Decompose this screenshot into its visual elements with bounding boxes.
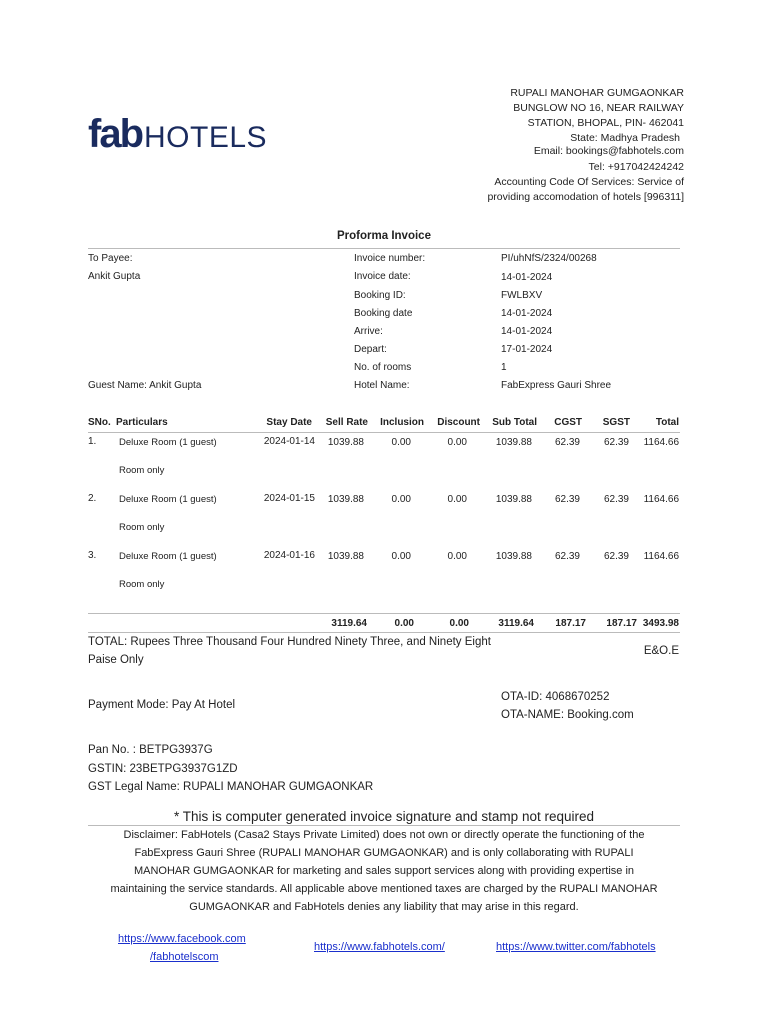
detail-value: 14-01-2024: [501, 326, 553, 337]
cell-sell-rate: 1039.88: [327, 494, 364, 505]
cell-sno: 2.: [88, 493, 97, 504]
cell-inclusion: 0.00: [391, 551, 411, 562]
cell-sell-rate: 1039.88: [327, 551, 364, 562]
cell-stay-date: 2024-01-15: [263, 493, 315, 504]
hotel-address-block: [424, 86, 684, 205]
divider: [88, 613, 680, 614]
payee-label: To Payee:: [88, 253, 133, 264]
address-line: providing accomodation of hotels [996311]: [487, 191, 684, 203]
total-sell-rate: 3119.64: [331, 618, 367, 629]
cell-total: 1164.66: [643, 494, 679, 505]
divider: [88, 248, 680, 249]
header-sno: SNo.: [88, 417, 111, 428]
website-link[interactable]: https://www.fabhotels.com/: [314, 941, 445, 953]
disclaimer-line: Disclaimer: FabHotels (Casa2 Stays Private Limited) does not own or directly operate the functioning of the: [123, 829, 645, 841]
address-line: STATION, BHOPAL, PIN- 462041: [527, 117, 684, 129]
guest-name: Guest Name: Ankit Gupta: [88, 380, 202, 391]
cell-stay-date: 2024-01-16: [263, 550, 315, 561]
header-inclusion: Inclusion: [380, 417, 424, 428]
header-cgst: CGST: [554, 417, 582, 428]
detail-label: Invoice number:: [354, 253, 426, 264]
gst-legal-name: GST Legal Name: RUPALI MANOHAR GUMGAONKAR: [88, 781, 374, 793]
cell-cgst: 62.39: [554, 551, 580, 562]
cell-total: 1164.66: [643, 437, 679, 448]
cell-discount: 0.00: [447, 494, 467, 505]
cell-plan: Room only: [119, 579, 165, 590]
cell-inclusion: 0.00: [391, 437, 411, 448]
detail-label: Invoice date:: [354, 271, 411, 282]
header-total: Total: [655, 417, 679, 428]
detail-value: FWLBXV: [501, 290, 543, 301]
payment-mode: Payment Mode: Pay At Hotel: [88, 699, 236, 711]
logo-hotels: HOTELS: [144, 121, 268, 154]
total-total: 3493.98: [642, 618, 679, 629]
detail-label: Booking date: [354, 308, 413, 319]
twitter-link[interactable]: https://www.twitter.com/fabhotels: [496, 941, 656, 953]
total-cgst: 187.17: [555, 618, 586, 629]
cell-sell-rate: 1039.88: [327, 437, 364, 448]
cell-sub-total: 1039.88: [495, 551, 532, 562]
detail-value: FabExpress Gauri Shree: [501, 380, 612, 391]
gstin: GSTIN: 23BETPG3937G1ZD: [88, 763, 238, 775]
disclaimer-line: maintaining the service standards. All applicable above mentioned taxes are charged by the RUPALI MANOHAR: [110, 883, 658, 895]
address-line: State: Madhya Pradesh: [570, 132, 680, 144]
total-inclusion: 0.00: [394, 618, 414, 629]
cell-sgst: 62.39: [603, 551, 629, 562]
address-line: BUNGLOW NO 16, NEAR RAILWAY: [513, 102, 684, 114]
cell-sub-total: 1039.88: [495, 494, 532, 505]
address-line: Tel: +917042424242: [588, 161, 684, 173]
total-sgst: 187.17: [606, 618, 637, 629]
detail-label: Depart:: [354, 344, 387, 355]
cell-particulars: Deluxe Room (1 guest): [119, 494, 217, 505]
facebook-link-cont[interactable]: /fabhotelscom: [150, 951, 219, 963]
address-line: RUPALI MANOHAR GUMGAONKAR: [510, 87, 684, 99]
cell-total: 1164.66: [643, 551, 679, 562]
header-sell-rate: Sell Rate: [325, 417, 368, 428]
divider: [88, 632, 680, 633]
cell-discount: 0.00: [447, 437, 467, 448]
disclaimer: [88, 826, 680, 916]
facebook-link[interactable]: https://www.facebook.com: [118, 933, 246, 945]
computer-generated-note: * This is computer generated invoice signature and stamp not required: [174, 809, 594, 824]
cell-sgst: 62.39: [603, 437, 629, 448]
ota-id: OTA-ID: 4068670252: [501, 691, 610, 703]
cell-plan: Room only: [119, 522, 165, 533]
invoice-title: Proforma Invoice: [337, 230, 431, 242]
cell-plan: Room only: [119, 465, 165, 476]
eoe-note: E&O.E: [643, 645, 679, 657]
address-line: Accounting Code Of Services: Service of: [494, 176, 684, 188]
header-stay-date: Stay Date: [266, 417, 312, 428]
disclaimer-line: FabExpress Gauri Shree (RUPALI MANOHAR GUMGAONKAR) and is only collaborating with RUPALI: [134, 847, 634, 859]
cell-sno: 1.: [88, 436, 97, 447]
divider: [88, 432, 680, 433]
detail-value: 14-01-2024: [501, 272, 553, 283]
logo-fab: fab: [88, 112, 142, 156]
cell-cgst: 62.39: [554, 494, 580, 505]
payee-name: Ankit Gupta: [88, 271, 141, 282]
ota-name: OTA-NAME: Booking.com: [501, 709, 634, 721]
detail-label: Arrive:: [354, 326, 383, 337]
detail-label: No. of rooms: [354, 362, 412, 373]
detail-label: Booking ID:: [354, 290, 406, 301]
cell-particulars: Deluxe Room (1 guest): [119, 551, 217, 562]
cell-cgst: 62.39: [554, 437, 580, 448]
address-line: Email: bookings@fabhotels.com: [533, 145, 684, 157]
cell-stay-date: 2024-01-14: [263, 436, 315, 447]
detail-value: 1: [501, 362, 507, 373]
disclaimer-line: GUMGAONKAR and FabHotels denies any liability that may arise in this regard.: [189, 901, 579, 913]
header-particulars: Particulars: [116, 417, 168, 428]
cell-sno: 3.: [88, 550, 97, 561]
pan-number: Pan No. : BETPG3937G: [88, 744, 213, 756]
detail-value: 17-01-2024: [501, 344, 553, 355]
total-in-words: TOTAL: Rupees Three Thousand Four Hundred Ninety Three, and Ninety Eight: [88, 636, 491, 648]
detail-value: 14-01-2024: [501, 308, 553, 319]
detail-label: Hotel Name:: [354, 380, 410, 391]
header-sgst: SGST: [602, 417, 630, 428]
cell-sub-total: 1039.88: [495, 437, 532, 448]
header-discount: Discount: [437, 417, 480, 428]
total-discount: 0.00: [449, 618, 469, 629]
total-in-words-cont: Paise Only: [88, 654, 144, 666]
detail-value: PI/uhNfS/2324/00268: [501, 253, 597, 264]
total-sub-total: 3119.64: [498, 618, 534, 629]
cell-particulars: Deluxe Room (1 guest): [119, 437, 217, 448]
disclaimer-line: MANOHAR GUMGAONKAR for marketing and sales support services along with providing expertise in: [133, 865, 635, 877]
cell-inclusion: 0.00: [391, 494, 411, 505]
cell-discount: 0.00: [447, 551, 467, 562]
cell-sgst: 62.39: [603, 494, 629, 505]
fabhotels-logo: [88, 112, 267, 156]
header-sub-total: Sub Total: [492, 417, 537, 428]
